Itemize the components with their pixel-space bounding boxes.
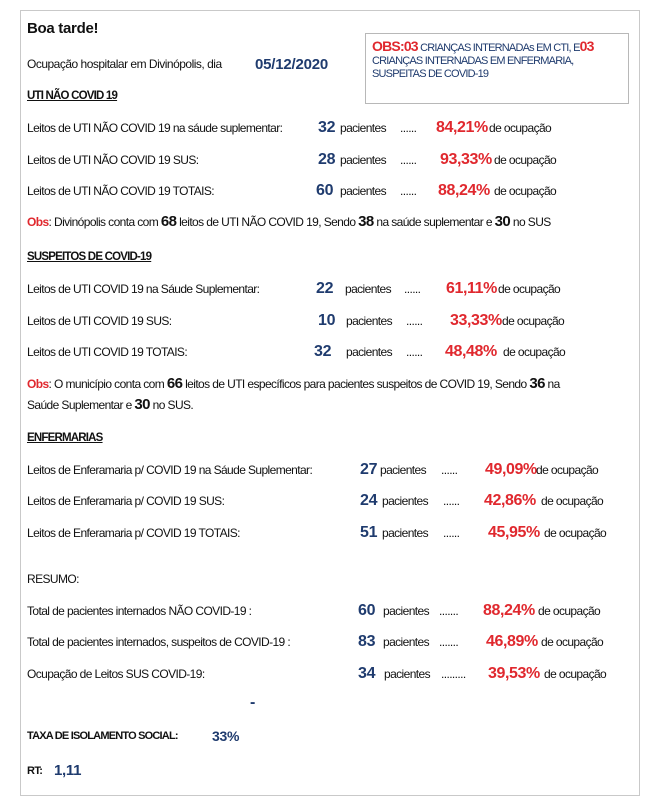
obs-count-cti: 03 [403,38,418,54]
row-unit: pacientes [345,282,391,296]
note-text: leitos de UTI NÃO COVID 19, Sendo [176,215,359,229]
row-suffix: de ocupação [494,153,557,167]
row-dots: ...... [400,121,417,135]
section-title-suspeitos: SUSPEITOS DE COVID-19 [27,251,152,263]
row-suffix: de ocupação [538,604,601,618]
row-label: Leitos de UTI NÃO COVID 19 SUS: [27,153,199,167]
obs-text-enfermaria: CRIANÇAS INTERNADAS EM ENFERMARIA, SUSPEITAS DE COVID-19 [372,55,574,80]
note-text: na [544,377,560,391]
note-text: no SUS. [149,398,194,412]
row-label: Leitos de Enferamaria p/ COVID 19 SUS: [27,494,225,508]
note-obs-label: Obs [27,215,49,229]
row-percent: 84,21% [436,119,488,136]
note-number: 30 [494,213,511,230]
row-dots: ...... [404,282,421,296]
occupancy-label: Ocupação hospitalar em Divinópolis, dia [27,57,222,71]
row-value: 27 [360,461,378,478]
row-dots: ...... [400,184,417,198]
summary-title: RESUMO: [27,572,79,586]
dash-mark: - [250,694,256,711]
row-percent: 42,86% [484,492,536,509]
row-dots: ...... [406,345,423,359]
row-label: Leitos de Enferamaria p/ COVID 19 na Sáude Suplementar: [27,463,313,477]
row-label: Leitos de UTI COVID 19 SUS: [27,314,172,328]
row-value: 83 [358,633,376,650]
note-suspeitos [27,374,560,394]
row-dots: ...... [400,153,417,167]
row-unit: pacientes [383,635,429,649]
row-percent: 61,11% [446,280,497,297]
row-percent: 39,53% [488,665,540,682]
row-dots: ...... [406,314,423,328]
row-unit: pacientes [340,153,386,167]
row-percent: 48,48% [445,343,497,360]
row-unit: pacientes [340,121,386,135]
obs-box [365,33,629,104]
note-number: 30 [134,396,150,413]
report-date: 05/12/2020 [255,56,329,73]
row-unit: pacientes [346,345,392,359]
row-percent: 88,24% [438,182,490,199]
row-value: 22 [316,280,334,297]
isolation-label: TAXA DE ISOLAMENTO SOCIAL: [27,730,178,742]
note-uti-nao-covid [27,212,551,232]
row-dots: ...... [443,526,460,540]
row-value: 51 [360,524,378,541]
row-unit: pacientes [382,494,428,508]
row-label: Leitos de UTI COVID 19 na Sáude Suplementar: [27,282,260,296]
row-suffix: de ocupação [544,526,607,540]
row-percent: 49,09% [485,461,537,478]
row-dots: ....... [439,604,459,618]
row-value: 24 [360,492,378,509]
row-label: Leitos de UTI COVID 19 TOTAIS: [27,345,188,359]
note-suspeitos-cont [27,395,193,415]
row-value: 10 [318,312,336,329]
row-suffix: de ocupação [541,494,604,508]
row-suffix: de ocupação [536,463,599,477]
row-suffix: de ocupação [498,282,561,296]
note-number: 38 [358,213,374,230]
rt-value: 1,11 [54,762,82,779]
row-unit: pacientes [380,463,426,477]
row-unit: pacientes [346,314,392,328]
section-title-uti-nao-covid: UTI NÃO COVID 19 [27,90,118,102]
note-obs-label: Obs [27,377,49,391]
rt-label: RT: [27,765,43,777]
note-text: no SUS [510,215,551,229]
row-suffix: de ocupação [502,314,565,328]
row-value: 32 [314,343,332,360]
row-dots: ....... [439,635,459,649]
row-unit: pacientes [383,604,429,618]
note-number: 66 [166,375,183,392]
note-text: : O município conta com [48,377,167,391]
row-dots: ......... [441,667,466,681]
row-label: Total de pacientes internados, suspeitos de COVID-19 : [27,635,291,649]
isolation-value: 33% [212,728,240,744]
row-label: Ocupação de Leitos SUS COVID-19: [27,667,205,681]
row-dots: ...... [443,494,460,508]
row-percent: 33,33% [450,312,502,329]
row-value: 60 [316,182,334,199]
row-label: Leitos de UTI NÃO COVID 19 na sáude suplementar: [27,121,283,135]
row-suffix: de ocupação [494,184,557,198]
row-value: 32 [318,119,336,136]
note-text: na saúde suplementar e [373,215,495,229]
obs-label: OBS: [372,38,404,54]
row-suffix: de ocupação [489,121,552,135]
row-percent: 93,33% [440,151,492,168]
row-percent: 88,24% [483,602,535,619]
note-number: 36 [529,375,545,392]
greeting: Boa tarde! [27,20,99,37]
section-title-enfermarias: ENFERMARIAS [27,432,103,444]
row-value: 34 [358,665,376,682]
row-suffix: de ocupação [541,635,604,649]
row-label: Leitos de UTI NÃO COVID 19 TOTAIS: [27,184,215,198]
row-label: Total de pacientes internados NÃO COVID-19 : [27,604,252,618]
row-suffix: de ocupação [503,345,566,359]
note-text: Saúde Suplementar e [27,398,135,412]
row-unit: pacientes [340,184,386,198]
row-unit: pacientes [384,667,430,681]
row-label: Leitos de Enferamaria p/ COVID 19 TOTAIS: [27,526,240,540]
note-number: 68 [160,213,177,230]
note-text: leitos de UTI específicos para pacientes suspeitos de COVID 19, Sendo [182,377,530,391]
row-dots: ...... [441,463,458,477]
note-text: : Divinópolis conta com [48,215,161,229]
row-suffix: de ocupação [544,667,607,681]
obs-text-cti: CRIANÇAS INTERNADAs EM CTI, E [420,42,580,54]
obs-count-enfermaria: 03 [579,38,594,54]
row-value: 28 [318,151,336,168]
row-unit: pacientes [382,526,428,540]
row-percent: 46,89% [486,633,538,650]
row-value: 60 [358,602,376,619]
row-percent: 45,95% [488,524,540,541]
